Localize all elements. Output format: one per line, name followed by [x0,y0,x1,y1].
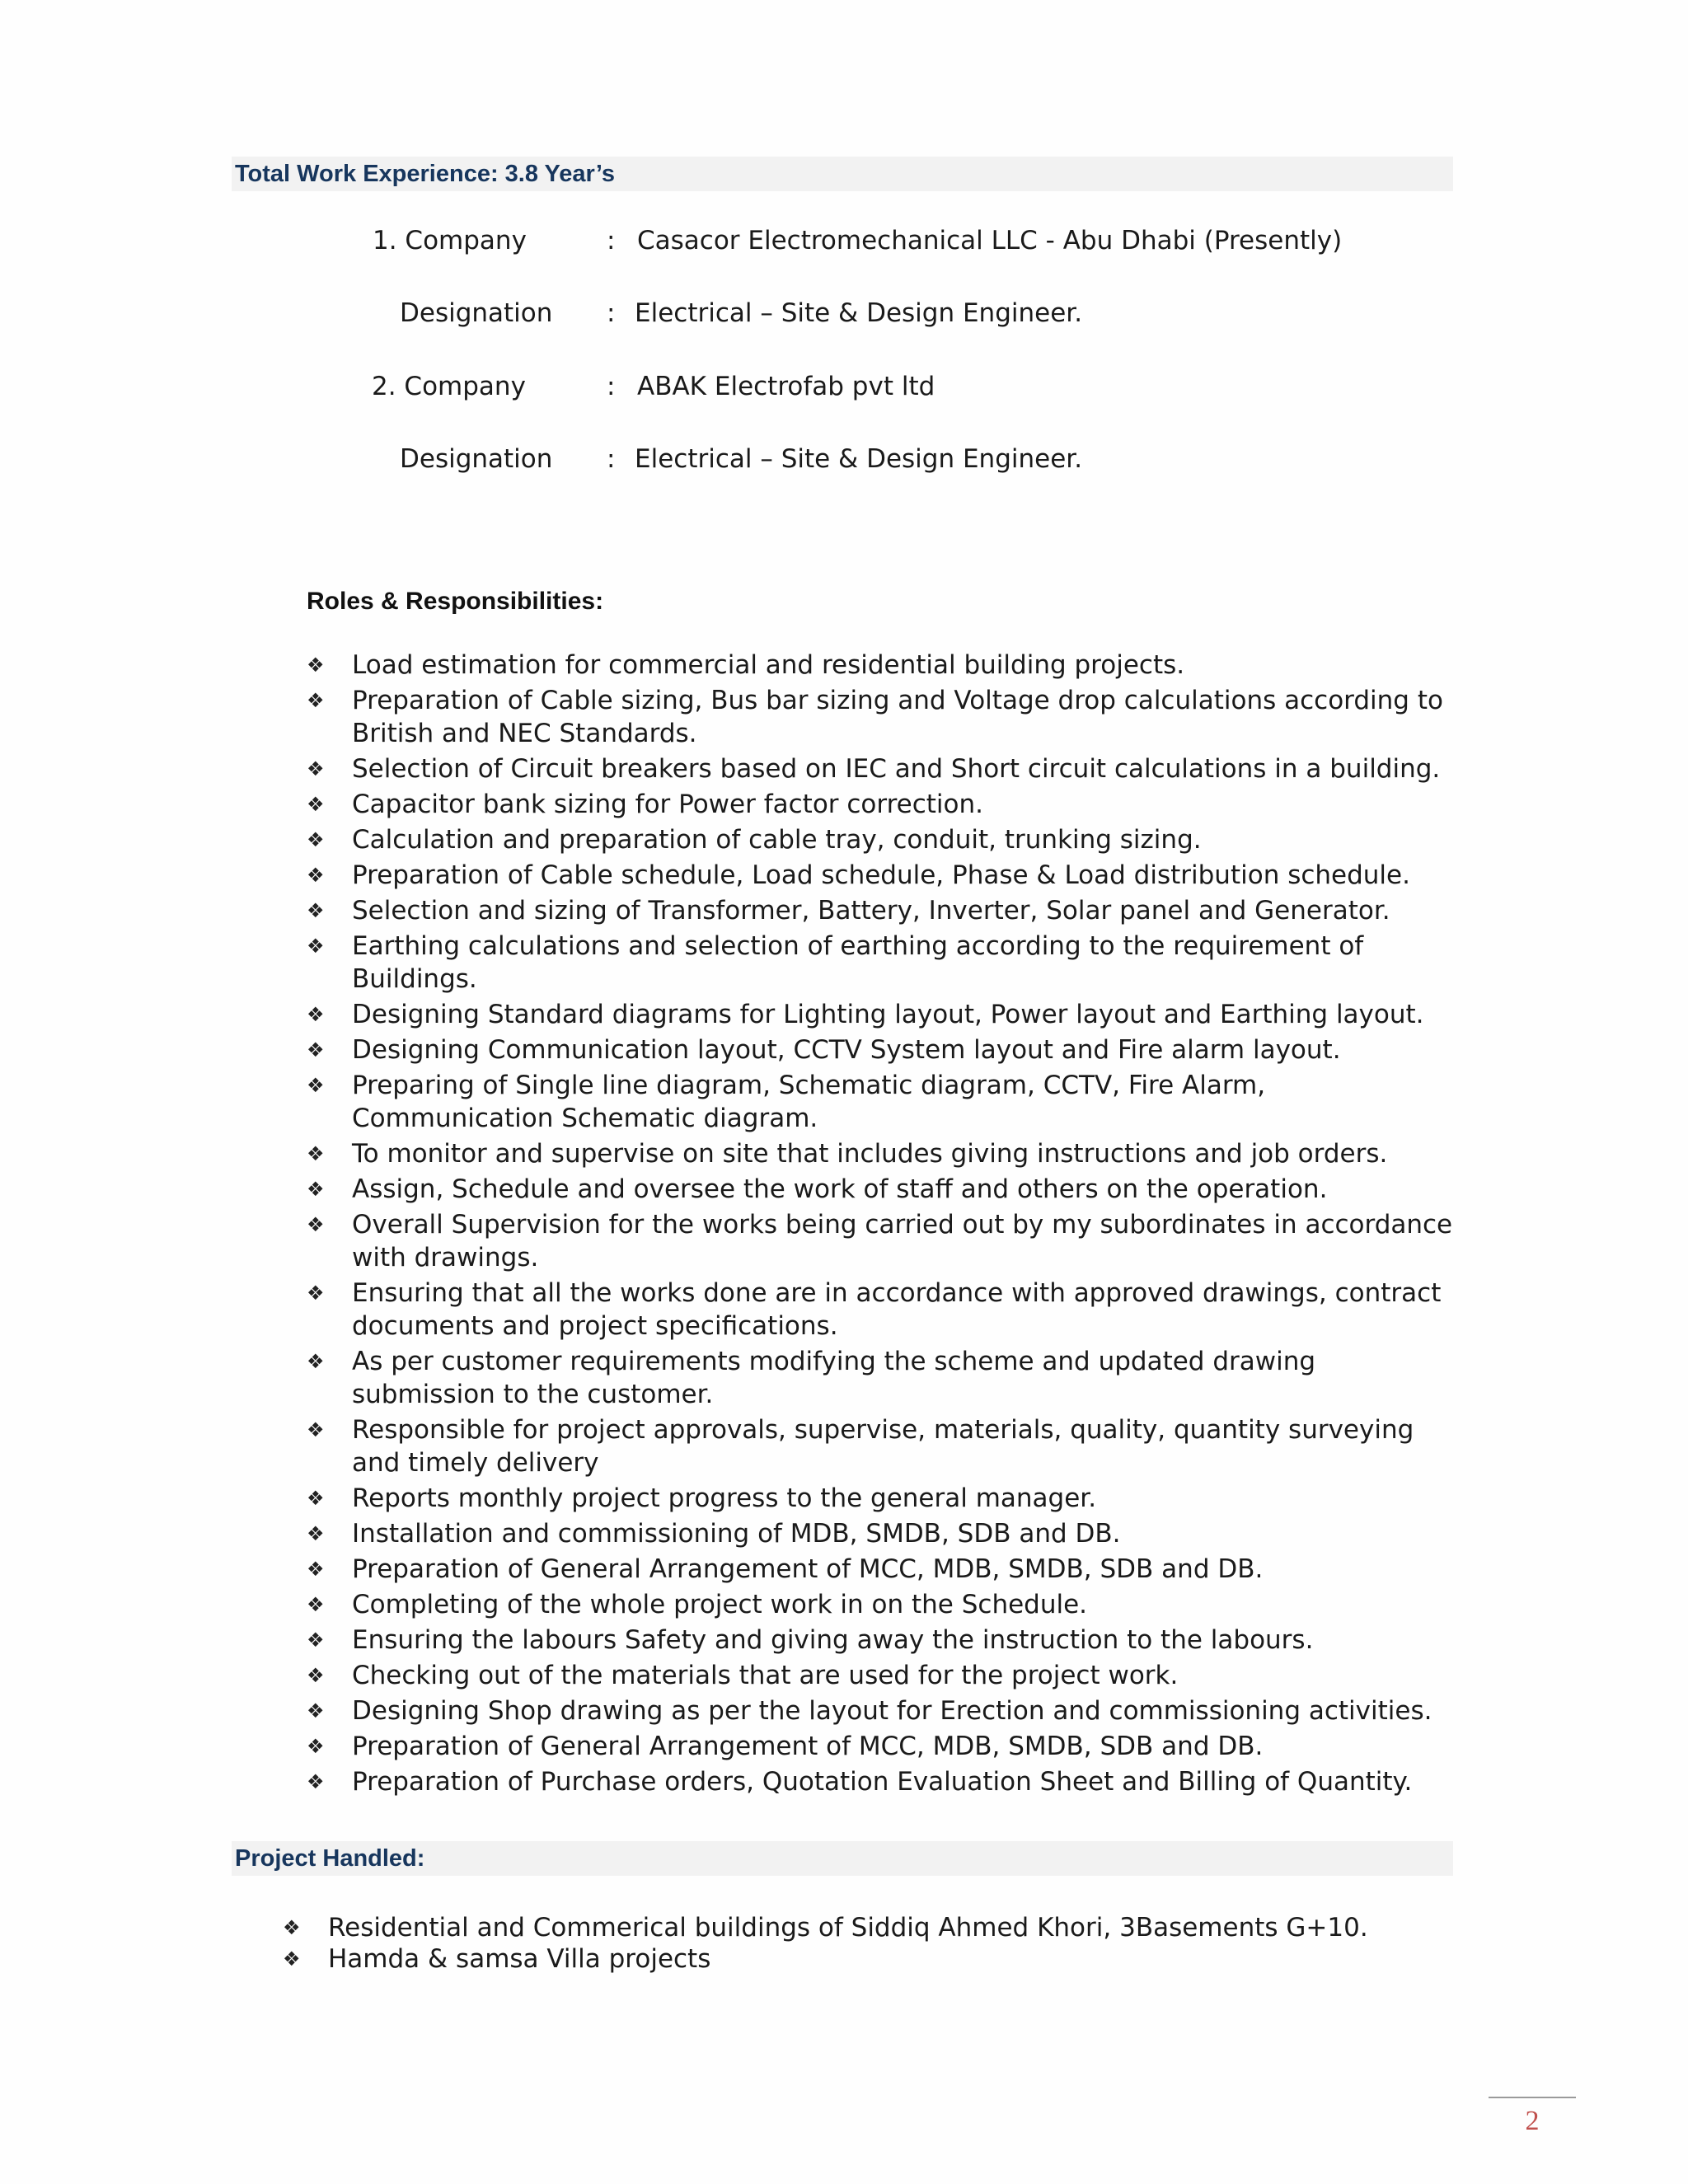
list-item [307,998,1456,1031]
diamond-bullet-icon: ❖ [307,864,325,887]
page-number: 2 [1525,2106,1540,2136]
experience-label: Designation [400,298,553,328]
experience-entry-company-1 [0,223,1688,259]
experience-entry-designation-2 [0,441,1688,477]
list-item-text: As per customer requirements modifying the scheme and updated drawing submission to the customer. [352,1347,1316,1409]
list-item-text: Checking out of the materials that are used for the project work. [352,1661,1179,1690]
experience-colon: : [607,444,616,474]
roles-list [307,649,1456,1801]
diamond-bullet-icon: ❖ [307,654,325,677]
list-item-text: Preparing of Single line diagram, Schematic diagram, CCTV, Fire Alarm, Communication Schematic diagram. [352,1071,1266,1133]
list-item-text: Preparation of Purchase orders, Quotation Evaluation Sheet and Billing of Quantity. [352,1767,1413,1797]
list-item-text: Earthing calculations and selection of earthing according to the requirement of Buildings. [352,931,1364,994]
diamond-bullet-icon: ❖ [307,1735,325,1758]
list-item-text: To monitor and supervise on site that includes giving instructions and job orders. [352,1139,1388,1169]
list-item-text: Preparation of General Arrangement of MCC, MDB, SMDB, SDB and DB. [352,1732,1264,1761]
diamond-bullet-icon: ❖ [307,1178,325,1201]
list-item-text: Ensuring that all the works done are in accordance with approved drawings, contract documents and project specifications. [352,1278,1442,1341]
list-item-text: Hamda & samsa Villa projects [328,1944,711,1974]
diamond-bullet-icon: ❖ [307,1699,325,1722]
diamond-bullet-icon: ❖ [307,1213,325,1236]
diamond-bullet-icon: ❖ [307,1142,325,1165]
diamond-bullet-icon: ❖ [307,1664,325,1687]
diamond-bullet-icon: ❖ [307,1038,325,1062]
list-item-text: Selection of Circuit breakers based on IEC and Short circuit calculations in a building. [352,754,1441,784]
list-item-text: Capacitor bank sizing for Power factor correction. [352,790,984,819]
experience-label: 2. Company [372,372,526,401]
footer-rule [1489,2097,1576,2098]
list-item-text: Installation and commissioning of MDB, SMDB, SDB and DB. [352,1519,1121,1549]
list-item [307,1517,1456,1550]
list-item [307,1277,1456,1343]
diamond-bullet-icon: ❖ [307,1770,325,1793]
diamond-bullet-icon: ❖ [307,1074,325,1097]
diamond-bullet-icon: ❖ [307,1350,325,1373]
list-item [307,859,1456,892]
list-item [307,1659,1456,1692]
list-item [307,1553,1456,1586]
experience-label: Designation [400,444,553,474]
experience-value: Casacor Electromechanical LLC - Abu Dhabi (Presently) [637,226,1343,255]
experience-entry-designation-1 [0,295,1688,331]
list-item-text: Ensuring the labours Safety and giving away the instruction to the labours. [352,1625,1314,1655]
list-item-text: Preparation of Cable sizing, Bus bar sizing and Voltage drop calculations according to British and NEC Standards. [352,686,1443,748]
list-item-text: Responsible for project approvals, supervise, materials, quality, quantity surveying and timely delivery [352,1415,1414,1478]
diamond-bullet-icon: ❖ [283,1947,301,1971]
list-item [307,1624,1456,1657]
projects-heading: Project Handled: [232,1841,1453,1876]
list-item [307,684,1456,750]
diamond-bullet-icon: ❖ [283,1916,301,1939]
diamond-bullet-icon: ❖ [307,1558,325,1581]
list-item-text: Preparation of Cable schedule, Load schedule, Phase & Load distribution schedule. [352,860,1410,890]
diamond-bullet-icon: ❖ [307,757,325,780]
experience-colon: : [607,298,616,328]
list-item-text: Load estimation for commercial and residential building projects. [352,650,1185,680]
list-item-text: Selection and sizing of Transformer, Battery, Inverter, Solar panel and Generator. [352,896,1390,926]
experience-value: Electrical – Site & Design Engineer. [635,444,1083,474]
projects-list [283,1911,1432,1974]
list-item-text: Designing Standard diagrams for Lighting layout, Power layout and Earthing layout. [352,1000,1424,1029]
list-item [307,1694,1456,1727]
diamond-bullet-icon: ❖ [307,1003,325,1026]
list-item [307,1345,1456,1411]
diamond-bullet-icon: ❖ [307,689,325,712]
list-item [307,1765,1456,1798]
diamond-bullet-icon: ❖ [307,1282,325,1305]
list-item [307,788,1456,821]
diamond-bullet-icon: ❖ [307,1522,325,1545]
list-item [307,823,1456,856]
list-item-text: Preparation of General Arrangement of MCC, MDB, SMDB, SDB and DB. [352,1554,1264,1584]
experience-heading: Total Work Experience: 3.8 Year’s [232,157,1453,191]
experience-entry-company-2 [0,368,1688,405]
diamond-bullet-icon: ❖ [307,1418,325,1441]
list-item-text: Completing of the whole project work in on the Schedule. [352,1590,1088,1619]
list-item-text: Residential and Commerical buildings of Siddiq Ahmed Khori, 3Basements G+10. [328,1913,1368,1943]
list-item [283,1911,1432,1944]
list-item [307,930,1456,996]
experience-value: Electrical – Site & Design Engineer. [635,298,1083,328]
list-item-text: Assign, Schedule and oversee the work of staff and others on the operation. [352,1174,1328,1204]
experience-label: 1. Company [373,226,527,255]
list-item-text: Reports monthly project progress to the general manager. [352,1483,1097,1513]
list-item [283,1943,1432,1975]
list-item [307,1413,1456,1479]
diamond-bullet-icon: ❖ [307,935,325,958]
list-item [307,752,1456,785]
list-item [307,1137,1456,1170]
list-item-text: Calculation and preparation of cable tray, conduit, trunking sizing. [352,825,1202,855]
list-item [307,1033,1456,1066]
experience-colon: : [607,226,616,255]
diamond-bullet-icon: ❖ [307,1629,325,1652]
diamond-bullet-icon: ❖ [307,828,325,851]
diamond-bullet-icon: ❖ [307,1487,325,1510]
diamond-bullet-icon: ❖ [307,899,325,922]
diamond-bullet-icon: ❖ [307,793,325,816]
list-item [307,1069,1456,1135]
roles-heading: Roles & Responsibilities: [307,588,604,615]
list-item [307,1730,1456,1763]
list-item [307,1173,1456,1206]
list-item-text: Designing Shop drawing as per the layout for Erection and commissioning activities. [352,1696,1432,1726]
list-item [307,1482,1456,1515]
list-item [307,1208,1456,1274]
diamond-bullet-icon: ❖ [307,1593,325,1616]
list-item [307,649,1456,682]
list-item-text: Designing Communication layout, CCTV System layout and Fire alarm layout. [352,1035,1341,1065]
list-item-text: Overall Supervision for the works being carried out by my subordinates in accordance with drawings. [352,1210,1453,1272]
list-item [307,894,1456,927]
list-item [307,1588,1456,1621]
experience-colon: : [607,372,616,401]
experience-value: ABAK Electrofab pvt ltd [637,372,935,401]
